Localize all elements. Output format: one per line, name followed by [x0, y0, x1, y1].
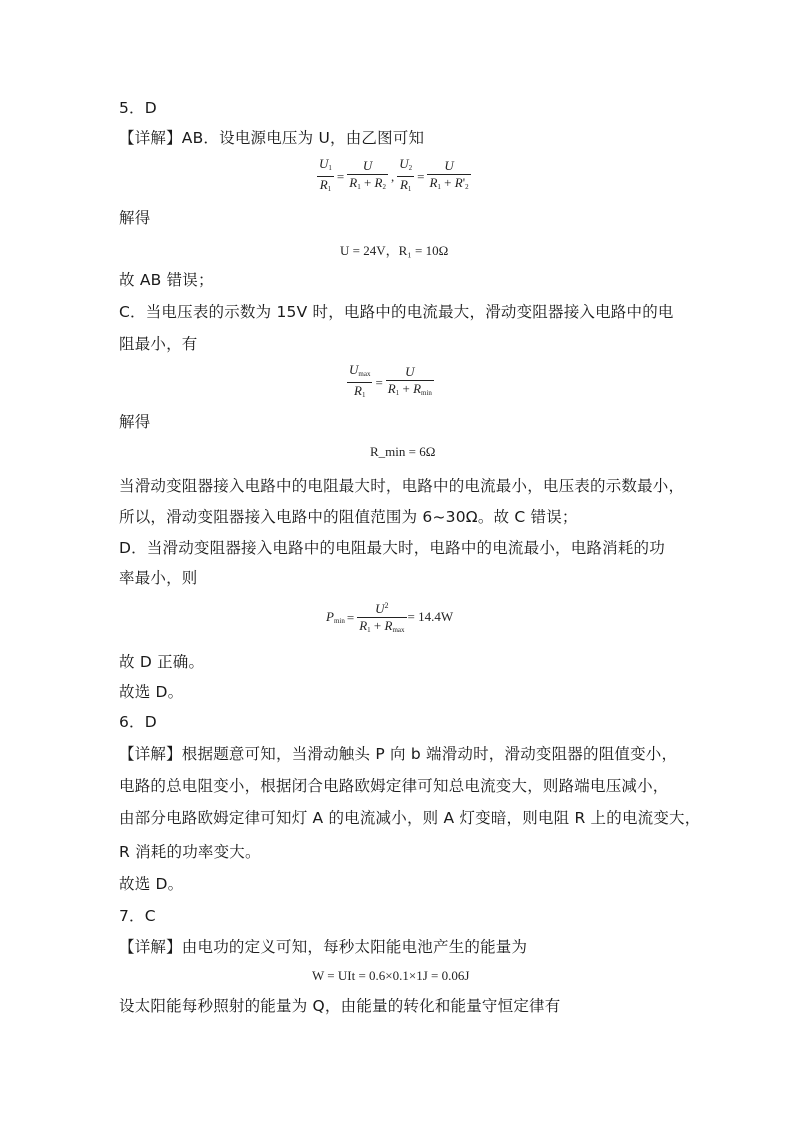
formula-power-result: = 14.4W	[407, 608, 454, 624]
q6-header: 6．D	[119, 713, 157, 731]
q6-line: 故选 D。	[119, 875, 184, 893]
q6-line: R 消耗的功率变大。	[119, 843, 261, 861]
q5-line: 故 AB 错误；	[119, 271, 214, 289]
q5-line: 率最小，则	[119, 569, 198, 587]
formula-max: $\frac{U_{max}}{R_1}$ = $\frac{U}{R_1 + R_{min}}$	[349, 362, 432, 399]
q5-line: 所以，滑动变阻器接入电路中的阻值范围为 6~30Ω。故 C 错误；	[119, 508, 578, 526]
q7-line: 设太阳能每秒照射的能量为 Q，由能量的转化和能量守恒定律有	[119, 997, 561, 1015]
q5-line: 故 D 正确。	[119, 653, 205, 671]
formula-result-2: R_min = 6Ω	[370, 444, 436, 459]
formula-power: $P_{min}$ = $\frac{U^2}{R_1 + R_{max}}$ = 14.4W	[326, 598, 453, 638]
q5-line: 解得	[119, 209, 151, 227]
q5-line: D．当滑动变阻器接入电路中的电阻最大时，电路中的电流最小，电路消耗的功	[119, 539, 665, 557]
q5-line: 阻最小，有	[119, 335, 198, 353]
q6-line: 【详解】根据题意可知，当滑动触头 P 向 b 端滑动时，滑动变阻器的阻值变小，	[119, 745, 678, 763]
q5-line: C．当电压表的示数为 15V 时，电路中的电流最大，滑动变阻器接入电路中的电	[119, 303, 674, 321]
q7-line: 【详解】由电功的定义可知，每秒太阳能电池产生的能量为	[119, 938, 528, 956]
formula-result-1: U = 24V，R₁ = 10Ω	[340, 243, 449, 258]
q5-line: 当滑动变阻器接入电路中的电阻最大时，电路中的电流最小，电压表的示数最小，	[119, 477, 685, 495]
q5-header: 5．D	[119, 99, 157, 117]
q6-line: 电路的总电阻变小，根据闭合电路欧姆定律可知总电流变大，则路端电压减小，	[119, 777, 669, 795]
q5-line: 解得	[119, 413, 151, 431]
q6-line: 由部分电路欧姆定律可知灯 A 的电流减小，则 A 灯变暗，则电阻 R 上的电流变大，	[119, 809, 701, 827]
formula-ratio: $\frac{U_1}{R_1}$ = $\frac{U}{R_1 + R_2}$ , $\frac{U_2}{R_1}$ = $\frac{U}{R_1 + R'_2}$	[319, 156, 469, 193]
q5-line: 故选 D。	[119, 683, 184, 701]
q7-header: 7．C	[119, 907, 156, 925]
q5-line: 【详解】AB．设电源电压为 U，由乙图可知	[119, 129, 425, 147]
formula-energy: W = UIt = 0.6×0.1×1J = 0.06J	[312, 968, 470, 983]
